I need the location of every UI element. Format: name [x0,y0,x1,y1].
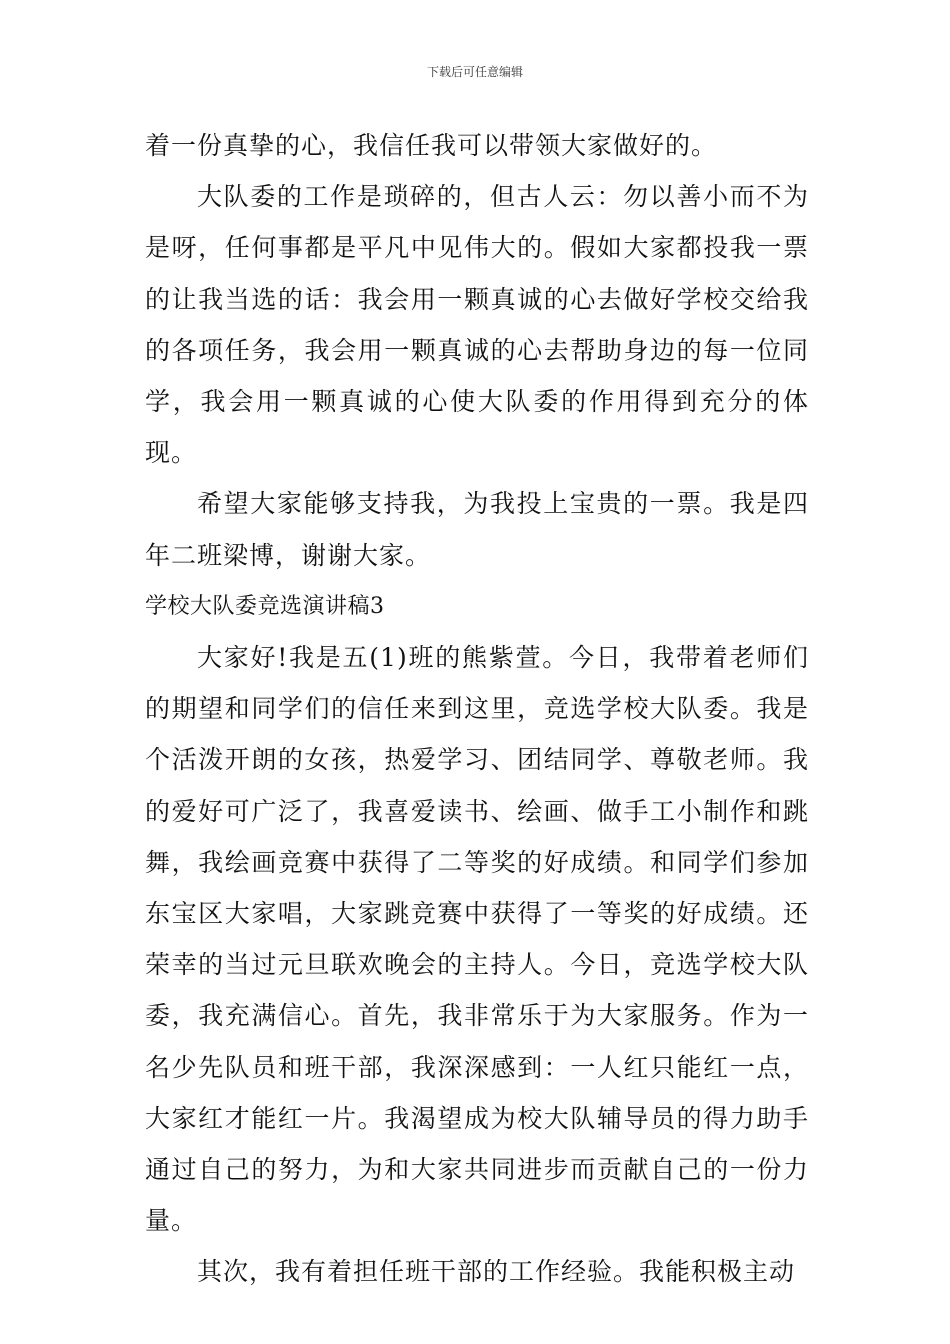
page-header: 下载后可任意编辑 [426,65,523,79]
paragraph: 希望大家能够支持我，为我投上宝贵的一票。我是四年二班梁博，谢谢大家。 [145,489,809,570]
paragraph: 大队委的工作是琐碎的，但古人云：勿以善小而不为是呀，任何事都是平凡中见伟大的。假如大家都投我一票的让我当选的话：我会用一颗真诚的心去做好学校交给我的各项任务，我会用一颗真诚的心去帮助身边的每一位同学，我会用一颗真诚的心使大队委的作用得到充分的体现。 [145,182,809,468]
paragraph: 其次，我有着担任班干部的工作经验。我能积极主动 [197,1257,796,1287]
section-heading: 学校大队委竞选演讲稿3 [145,593,385,619]
paragraph-continuation: 着一份真挚的心，我信任我可以带领大家做好的。 [145,131,718,160]
paragraph: 大家好!我是五(1)班的熊紫萱。今日，我带着老师们的期望和同学们的信任来到这里，竞选学校大队委。我是个活泼开朗的女孩，热爱学习、团结同学、尊敬老师。我的爱好可广泛了，我喜爱读书、绘画、做手工小制作和跳舞，我绘画竞赛中获得了二等奖的好成绩。和同学们参加东宝区大家唱，大家跳竞赛中获得了一等奖的好成绩。还荣幸的当过元旦联欢晚会的主持人。今日，竞选学校大队委，我充满信心。首先，我非常乐于为大家服务。作为一名少先队员和班干部，我深深感到：一人红只能红一点，大家红才能红一片。我渴望成为校大队辅导员的得力助手通过自己的努力，为和大家共同进步而贡献自己的一份力量。 [145,643,809,1236]
document-body [145,120,809,1298]
